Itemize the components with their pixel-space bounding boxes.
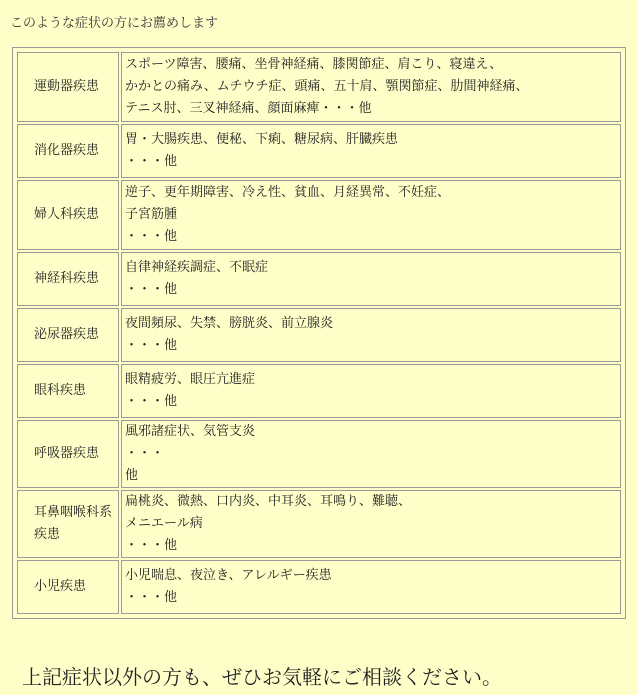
category-cell xyxy=(17,420,119,488)
category-cell xyxy=(17,252,119,306)
symptom-line: ・・・他 xyxy=(125,282,178,297)
closing-message: 上記症状以外の方も、ぜひお気軽にご相談ください。 xyxy=(22,665,502,689)
symptoms-cell xyxy=(121,420,621,488)
symptom-line: ・・・他 xyxy=(125,590,178,605)
category-cell xyxy=(17,124,119,178)
category-label: 耳鼻咽喉科系 xyxy=(34,505,113,520)
category-label: 婦人科疾患 xyxy=(34,207,100,222)
symptoms-cell xyxy=(121,124,621,178)
category-cell xyxy=(17,308,119,362)
category-cell xyxy=(17,490,119,558)
symptom-line: 子宮筋腫 xyxy=(125,207,178,222)
symptom-line: 逆子、更年期障害、冷え性、貧血、月経異常、不妊症、 xyxy=(125,185,451,200)
category-label: 疾患 xyxy=(34,527,61,542)
category-label: 神経科疾患 xyxy=(34,271,100,286)
symptom-line: スポーツ障害、腰痛、坐骨神経痛、膝関節症、肩こり、寝違え、 xyxy=(125,57,503,72)
symptom-line: テニス肘、三叉神経痛、顔面麻痺・・・他 xyxy=(125,101,372,116)
symptom-line: ・・・他 xyxy=(125,229,178,244)
symptom-line: 胃・大腸疾患、便秘、下痢、糖尿病、肝臓疾患 xyxy=(125,132,399,147)
symptom-line: ・・・ xyxy=(125,446,165,461)
symptoms-cell xyxy=(121,52,621,122)
category-cell xyxy=(17,560,119,614)
table-row xyxy=(17,420,621,488)
category-cell xyxy=(17,364,119,418)
table-row xyxy=(17,364,621,418)
category-cell xyxy=(17,180,119,250)
symptom-line: 他 xyxy=(125,468,139,483)
category-label: 運動器疾患 xyxy=(34,79,100,94)
symptom-line: 風邪諸症状、気管支炎 xyxy=(125,424,256,439)
symptoms-cell xyxy=(121,560,621,614)
symptoms-cell xyxy=(121,490,621,558)
table-row xyxy=(17,490,621,558)
category-label: 泌尿器疾患 xyxy=(34,327,100,342)
table-row xyxy=(17,308,621,362)
symptom-line: ・・・他 xyxy=(125,538,178,553)
symptoms-cell xyxy=(121,364,621,418)
category-cell xyxy=(17,52,119,122)
symptoms-cell xyxy=(121,308,621,362)
table-row xyxy=(17,560,621,614)
symptom-line: 小児喘息、夜泣き、アレルギー疾患 xyxy=(125,568,332,583)
category-label: 小児疾患 xyxy=(34,579,87,594)
symptoms-table-frame xyxy=(12,47,626,619)
symptom-line: 扁桃炎、微熱、口内炎、中耳炎、耳鳴り、難聴、 xyxy=(125,494,412,509)
intro-text: このような症状の方にお薦めします xyxy=(10,16,219,31)
category-label: 呼吸器疾患 xyxy=(34,446,100,461)
symptom-line: ・・・他 xyxy=(125,154,178,169)
symptom-line: ・・・他 xyxy=(125,338,178,353)
symptoms-cell xyxy=(121,252,621,306)
table-row xyxy=(17,52,621,122)
symptoms-table xyxy=(15,50,623,616)
table-row xyxy=(17,180,621,250)
table-row xyxy=(17,124,621,178)
symptoms-cell xyxy=(121,180,621,250)
category-label: 消化器疾患 xyxy=(34,143,100,158)
symptom-line: 自律神経疾調症、不眠症 xyxy=(125,260,269,275)
symptom-line: 眼精疲労、眼圧亢進症 xyxy=(125,372,256,387)
symptom-line: かかとの痛み、ムチウチ症、頭痛、五十肩、顎関節症、肋間神経痛、 xyxy=(125,79,529,94)
table-row xyxy=(17,252,621,306)
symptom-line: 夜間頻尿、失禁、膀胱炎、前立腺炎 xyxy=(125,316,334,331)
symptom-line: メニエール病 xyxy=(125,516,203,531)
category-label: 眼科疾患 xyxy=(34,383,87,398)
symptom-line: ・・・他 xyxy=(125,394,178,409)
